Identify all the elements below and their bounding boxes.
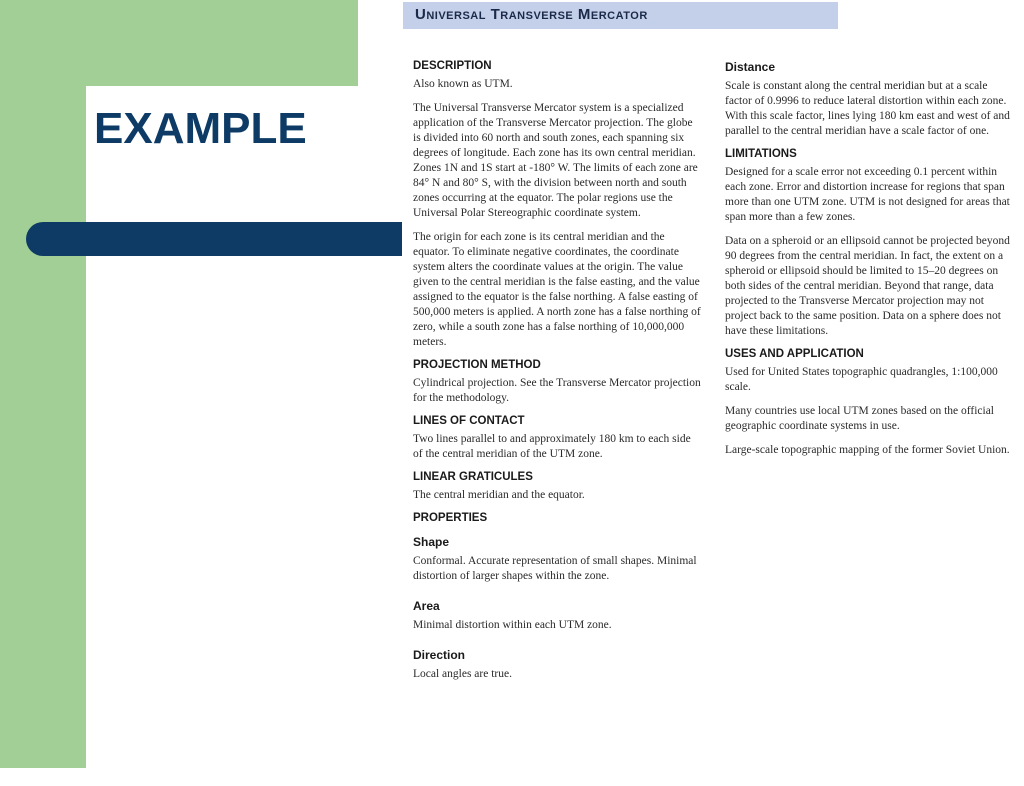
document-header-title: Universal Transverse Mercator (415, 6, 648, 23)
top-green-band (86, 0, 358, 86)
shape-heading: Shape (413, 535, 450, 549)
lines-of-contact-paragraph: Two lines parallel to and approximately 180 km to each side of the central meridian of the UTM zone. (413, 433, 691, 460)
lines-of-contact-heading: LINES OF CONTACT (413, 415, 525, 427)
uses-paragraph-1: Used for United States topographic quadrangles, 1:100,000 scale. (725, 366, 998, 393)
uses-paragraph-2: Many countries use local UTM zones based on the official geographic coordinate systems in use. (725, 405, 995, 432)
description-paragraph-2: The Universal Transverse Mercator system is a specialized application of the Transverse Mercator projection. The globe is divided into 60 north and south zones, each spanning six degrees of longitude. Each zone has its own central meridian. Zones 1N and 1S start at -180° W. The limits of each zone are 84° N and 80° S, with the division between north and south zones occurring at the equator. The polar regions use the Universal Polar Stereographic coordinate system. (413, 102, 698, 219)
description-paragraph-3: The origin for each zone is its central meridian and the equator. To eliminate negative coordinates, the coordinate system alters the coordinate values at the origin. The value given to the central meridian is the false easting, and the value assigned to the equator is the false northing. A false easting of 500,000 meters is applied. A north zone has a false northing of zero, while a south zone has a false northing of 10,000,000 meters. (413, 231, 701, 348)
linear-graticules-heading: LINEAR GRATICULES (413, 471, 533, 483)
direction-heading: Direction (413, 648, 466, 662)
uses-paragraph-3: Large-scale topographic mapping of the former Soviet Union. (725, 444, 1010, 456)
document-header-band (403, 2, 838, 29)
right-column (725, 60, 1017, 467)
description-heading: DESCRIPTION (413, 60, 492, 72)
direction-paragraph: Local angles are true. (413, 668, 512, 680)
area-paragraph: Minimal distortion within each UTM zone. (413, 619, 612, 631)
left-column (413, 60, 703, 691)
distance-heading: Distance (725, 60, 776, 74)
limitations-paragraph-2: Data on a spheroid or an ellipsoid cannot be projected beyond 90 degrees from the central meridian. In fact, the extent on a spheroid or ellipsoid should be limited to 15–20 degrees on both sides of the central meridian. Beyond that range, data projected to the Transverse Mercator projection may not project back to the same position. Data on a sphere does not have these limitations. (725, 235, 1010, 337)
limitations-paragraph-1: Designed for a scale error not exceeding 0.1 percent within each zone. Error and distortion increase for regions that span more than one UTM zone. UTM is not designed for areas that span more than a few zones. (725, 166, 1010, 223)
limitations-heading: LIMITATIONS (725, 148, 797, 160)
description-paragraph-1: Also known as UTM. (413, 78, 513, 90)
properties-heading: PROPERTIES (413, 512, 488, 524)
area-heading: Area (413, 599, 440, 613)
left-green-strip (0, 0, 86, 768)
distance-paragraph: Scale is constant along the central meridian but at a scale factor of 0.9996 to reduce lateral distortion within each zone. With this scale factor, lines lying 180 km east and west of and parallel to the central meridian have a scale factor of one. (725, 80, 1010, 137)
shape-paragraph: Conformal. Accurate representation of small shapes. Minimal distortion of larger shapes within the zone. (413, 555, 697, 582)
projection-method-paragraph: Cylindrical projection. See the Transverse Mercator projection for the methodology. (413, 377, 701, 404)
uses-and-application-heading: USES AND APPLICATION (725, 348, 864, 360)
accent-bar (26, 222, 402, 256)
slide-title: EXAMPLE (94, 104, 307, 153)
projection-method-heading: PROJECTION METHOD (413, 359, 541, 371)
linear-graticules-paragraph: The central meridian and the equator. (413, 489, 585, 501)
